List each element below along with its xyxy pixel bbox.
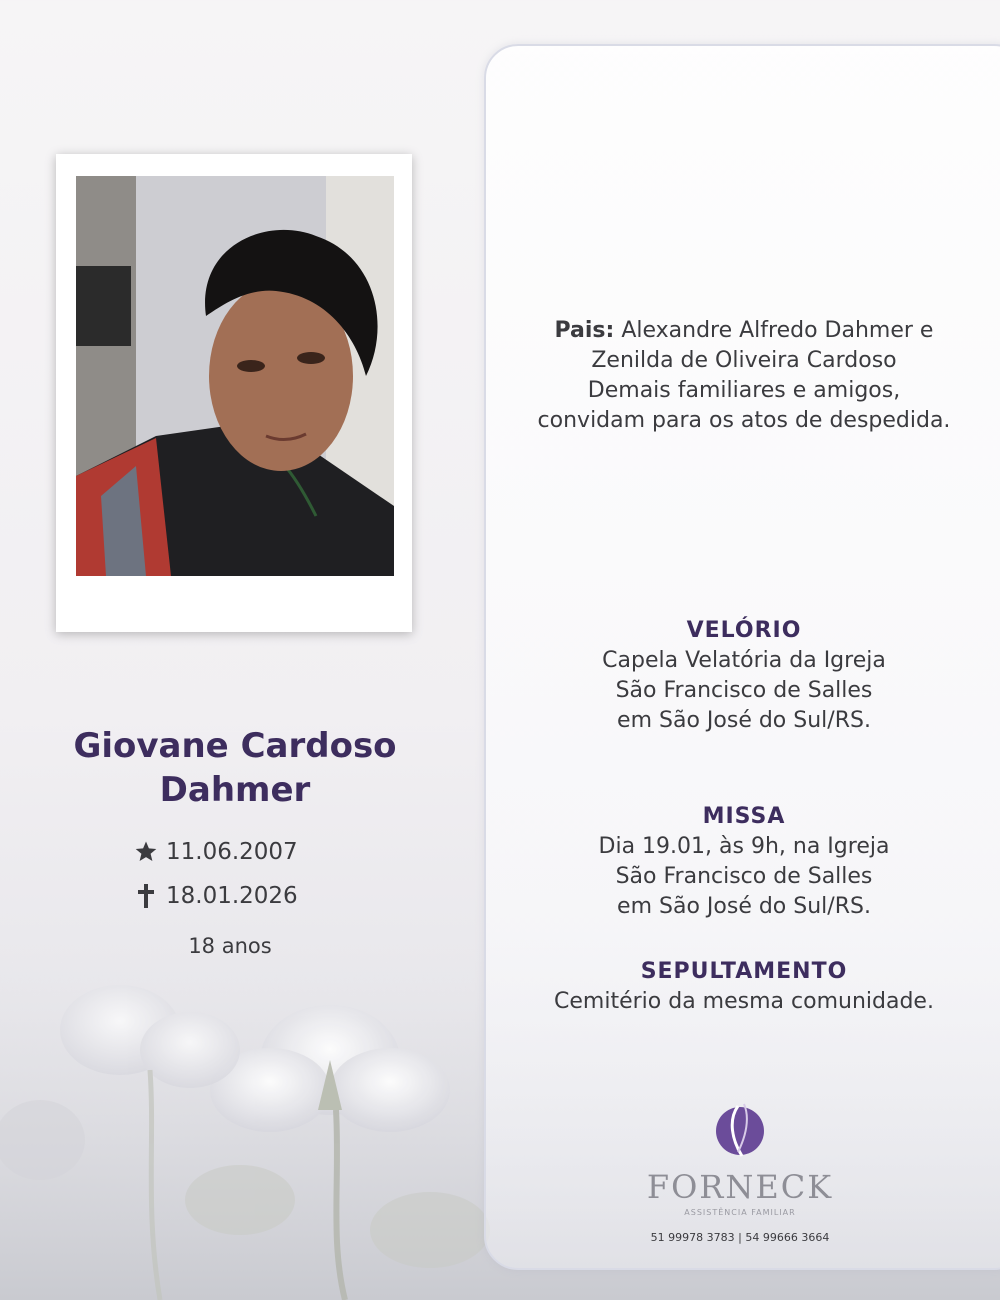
- birth-date: 11.06.2007: [166, 839, 298, 865]
- parents-names-1: Alexandre Alfredo Dahmer e: [614, 318, 934, 343]
- parents-line-2: Zenilda de Oliveira Cardoso: [591, 348, 897, 373]
- death-row: [126, 880, 366, 912]
- birth-row: [126, 836, 366, 868]
- velorio-line-3: em São José do Sul/RS.: [617, 708, 871, 733]
- sepultamento-line-1: Cemitério da mesma comunidade.: [554, 989, 934, 1014]
- velorio-line-2: São Francisco de Salles: [615, 678, 873, 703]
- death-date: 18.01.2026: [166, 883, 298, 909]
- family-block: [504, 316, 984, 436]
- parents-line-1: [504, 316, 984, 346]
- parents-label: Pais:: [554, 318, 615, 343]
- missa-line-1: Dia 19.01, às 9h, na Igreja: [598, 834, 890, 859]
- missa-line-3: em São José do Sul/RS.: [617, 894, 871, 919]
- sepultamento-title: SEPULTAMENTO: [640, 959, 848, 984]
- logo-subtitle: ASSISTÊNCIA FAMILIAR: [684, 1208, 796, 1217]
- missa-title: MISSA: [702, 804, 786, 829]
- missa-line-2: São Francisco de Salles: [615, 864, 873, 889]
- forneck-logo-icon: [714, 1100, 766, 1158]
- velorio-section: [504, 616, 984, 736]
- contact-phones: 51 99978 3783 | 54 99666 3664: [650, 1231, 830, 1244]
- name-line-2: Dahmer: [159, 770, 311, 810]
- velorio-title: VELÓRIO: [686, 618, 802, 643]
- logo-name: FORNECK: [646, 1168, 834, 1206]
- star-icon: [126, 840, 166, 864]
- name-line-1: Giovane Cardoso: [73, 726, 397, 766]
- invite-line-2: convidam para os atos de despedida.: [537, 408, 951, 433]
- velorio-line-1: Capela Velatória da Igreja: [602, 648, 886, 673]
- sepultamento-section: [504, 957, 984, 1017]
- age-label: 18 anos: [188, 934, 272, 958]
- missa-section: [504, 802, 984, 922]
- cross-icon: [126, 883, 166, 909]
- invite-line-1: Demais familiares e amigos,: [587, 378, 901, 403]
- deceased-name: [40, 724, 430, 812]
- forneck-logo: [640, 1100, 840, 1244]
- photo-frame: [56, 154, 412, 632]
- portrait-photo: [76, 176, 394, 576]
